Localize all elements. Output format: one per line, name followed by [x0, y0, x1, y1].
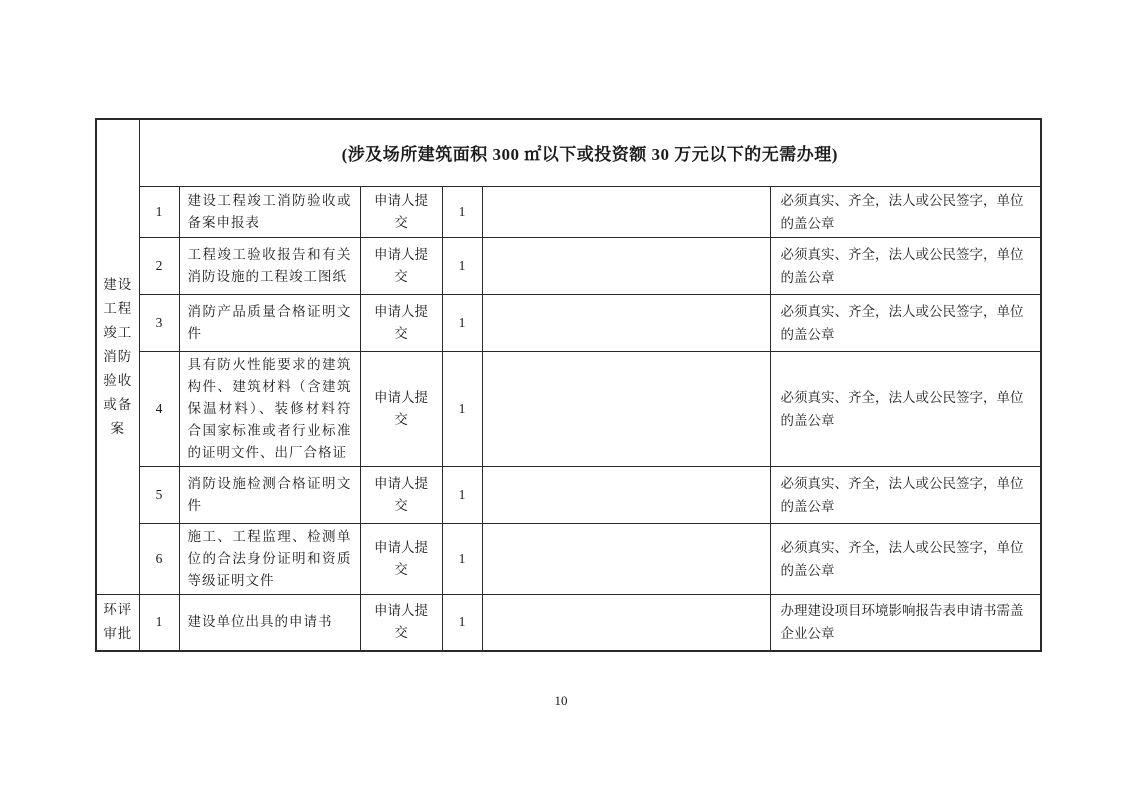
blank-cell: [482, 294, 770, 351]
remark: 必须真实、齐全，法人或公民签字，单位的盖公章: [770, 237, 1041, 294]
blank-cell: [482, 351, 770, 466]
requirements-table: [95, 118, 1042, 652]
item-name: 施工、工程监理、检测单位的合法身份证明和资质等级证明文件: [179, 523, 360, 594]
blank-cell: [482, 594, 770, 651]
remark: 办理建设项目环境影响报告表申请书需盖企业公章: [770, 594, 1041, 651]
page-number: 10: [554, 693, 568, 708]
table-row-header: [96, 119, 1041, 186]
provider: 申请人提交: [360, 237, 442, 294]
provider: 申请人提交: [360, 466, 442, 523]
row-number: 6: [139, 523, 179, 594]
table-row: [96, 294, 1041, 351]
row-number: 3: [139, 294, 179, 351]
blank-cell: [482, 186, 770, 237]
copy-count: 1: [442, 523, 482, 594]
row-number: 2: [139, 237, 179, 294]
copy-count: 1: [442, 237, 482, 294]
copy-count: 1: [442, 594, 482, 651]
blank-cell: [482, 237, 770, 294]
remark: 必须真实、齐全，法人或公民签字，单位的盖公章: [770, 351, 1041, 466]
row-number: 1: [139, 594, 179, 651]
provider: 申请人提交: [360, 186, 442, 237]
category-cell-fire-inspection: 建设工程竣工消防验收或备案: [96, 119, 139, 594]
copy-count: 1: [442, 186, 482, 237]
remark: 必须真实、齐全，法人或公民签字，单位的盖公章: [770, 466, 1041, 523]
provider: 申请人提交: [360, 594, 442, 651]
row-number: 1: [139, 186, 179, 237]
item-name: 消防设施检测合格证明文件: [179, 466, 360, 523]
remark: 必须真实、齐全，法人或公民签字，单位的盖公章: [770, 294, 1041, 351]
category-cell-environmental-approval: 环评审批: [96, 594, 139, 651]
copy-count: 1: [442, 294, 482, 351]
copy-count: 1: [442, 351, 482, 466]
table-row: [96, 466, 1041, 523]
table-row: [96, 237, 1041, 294]
item-name: 消防产品质量合格证明文件: [179, 294, 360, 351]
table-row: [96, 351, 1041, 466]
blank-cell: [482, 466, 770, 523]
item-name: 建设工程竣工消防验收或备案申报表: [179, 186, 360, 237]
provider: 申请人提交: [360, 523, 442, 594]
copy-count: 1: [442, 466, 482, 523]
item-name: 工程竣工验收报告和有关消防设施的工程竣工图纸: [179, 237, 360, 294]
item-name: 具有防火性能要求的建筑构件、建筑材料（含建筑保温材料）、装修材料符合国家标准或者行业标准的证明文件、出厂合格证: [179, 351, 360, 466]
remark: 必须真实、齐全，法人或公民签字，单位的盖公章: [770, 523, 1041, 594]
remark: 必须真实、齐全，法人或公民签字，单位的盖公章: [770, 186, 1041, 237]
table-row: [96, 594, 1041, 651]
row-number: 5: [139, 466, 179, 523]
row-number: 4: [139, 351, 179, 466]
blank-cell: [482, 523, 770, 594]
provider: 申请人提交: [360, 294, 442, 351]
header-note: (涉及场所建筑面积 300 ㎡以下或投资额 30 万元以下的无需办理): [139, 119, 1041, 186]
table-row: [96, 523, 1041, 594]
item-name: 建设单位出具的申请书: [179, 594, 360, 651]
provider: 申请人提交: [360, 351, 442, 466]
table-row: [96, 186, 1041, 237]
